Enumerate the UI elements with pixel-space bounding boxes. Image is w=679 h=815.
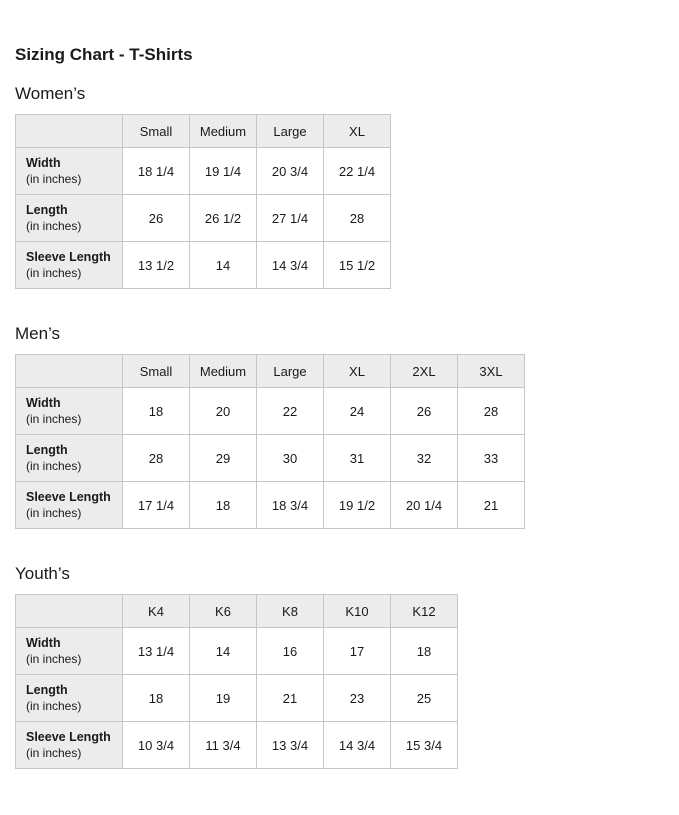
table-cell: 26 xyxy=(123,195,190,242)
table-cell: 27 1/4 xyxy=(257,195,324,242)
row-unit: (in inches) xyxy=(26,506,82,520)
table-cell: 14 xyxy=(190,242,257,289)
table-cell: 20 xyxy=(190,388,257,435)
table-cell: 31 xyxy=(324,435,391,482)
table-cell: 23 xyxy=(324,675,391,722)
table-cell: 20 3/4 xyxy=(257,148,324,195)
womens-heading: Women’s xyxy=(15,84,86,103)
row-header xyxy=(16,435,123,482)
table-row xyxy=(16,675,458,722)
table-row xyxy=(16,388,525,435)
row-header xyxy=(16,722,123,769)
table-row xyxy=(16,242,391,289)
table-cell: 28 xyxy=(324,195,391,242)
row-label: Width xyxy=(26,636,61,650)
table-row xyxy=(16,435,525,482)
row-unit: (in inches) xyxy=(26,652,82,666)
row-header xyxy=(16,628,123,675)
table-cell: 18 1/4 xyxy=(123,148,190,195)
table-cell: 13 1/2 xyxy=(123,242,190,289)
table-cell: 14 xyxy=(190,628,257,675)
size-header: Large xyxy=(257,355,324,388)
table-cell: 22 xyxy=(257,388,324,435)
table-cell: 18 xyxy=(123,388,190,435)
table-cell: 14 3/4 xyxy=(324,722,391,769)
table-cell: 16 xyxy=(257,628,324,675)
youths-heading: Youth’s xyxy=(15,564,70,583)
table-cell: 13 3/4 xyxy=(257,722,324,769)
row-label: Sleeve Length xyxy=(26,490,111,504)
table-row xyxy=(16,482,525,529)
size-header: XL xyxy=(324,355,391,388)
row-label: Length xyxy=(26,203,68,217)
table-cell: 33 xyxy=(458,435,525,482)
size-header: K10 xyxy=(324,595,391,628)
size-header: K8 xyxy=(257,595,324,628)
size-header: K6 xyxy=(190,595,257,628)
table-cell: 24 xyxy=(324,388,391,435)
table-cell: 11 3/4 xyxy=(190,722,257,769)
table-cell: 17 1/4 xyxy=(123,482,190,529)
size-header: Large xyxy=(257,115,324,148)
row-header xyxy=(16,388,123,435)
page-title: Sizing Chart - T-Shirts xyxy=(15,45,193,64)
table-cell: 28 xyxy=(458,388,525,435)
row-label: Width xyxy=(26,156,61,170)
table-cell: 21 xyxy=(257,675,324,722)
row-unit: (in inches) xyxy=(26,266,82,280)
size-header: Small xyxy=(123,115,190,148)
row-header xyxy=(16,148,123,195)
mens-heading: Men’s xyxy=(15,324,61,343)
table-cell: 18 3/4 xyxy=(257,482,324,529)
size-header: Medium xyxy=(190,355,257,388)
table-cell: 22 1/4 xyxy=(324,148,391,195)
table-row xyxy=(16,628,458,675)
table-cell: 14 3/4 xyxy=(257,242,324,289)
size-header: 3XL xyxy=(458,355,525,388)
size-header: Small xyxy=(123,355,190,388)
table-cell: 15 1/2 xyxy=(324,242,391,289)
table-cell: 19 xyxy=(190,675,257,722)
table-cell: 18 xyxy=(391,628,458,675)
mens-size-table xyxy=(15,354,525,529)
table-cell: 15 3/4 xyxy=(391,722,458,769)
row-label: Length xyxy=(26,683,68,697)
corner-cell xyxy=(16,355,123,388)
row-label: Sleeve Length xyxy=(26,250,111,264)
row-label: Length xyxy=(26,443,68,457)
table-header-row xyxy=(16,595,458,628)
table-row xyxy=(16,148,391,195)
table-cell: 26 1/2 xyxy=(190,195,257,242)
row-header xyxy=(16,242,123,289)
table-row xyxy=(16,195,391,242)
table-cell: 30 xyxy=(257,435,324,482)
table-cell: 13 1/4 xyxy=(123,628,190,675)
row-unit: (in inches) xyxy=(26,412,82,426)
table-cell: 19 1/4 xyxy=(190,148,257,195)
row-label: Width xyxy=(26,396,61,410)
table-cell: 19 1/2 xyxy=(324,482,391,529)
table-cell: 32 xyxy=(391,435,458,482)
row-unit: (in inches) xyxy=(26,746,82,760)
row-unit: (in inches) xyxy=(26,459,82,473)
row-unit: (in inches) xyxy=(26,172,82,186)
table-cell: 25 xyxy=(391,675,458,722)
table-header-row xyxy=(16,115,391,148)
womens-size-table xyxy=(15,114,391,289)
table-cell: 18 xyxy=(190,482,257,529)
table-cell: 21 xyxy=(458,482,525,529)
row-unit: (in inches) xyxy=(26,219,82,233)
size-header: 2XL xyxy=(391,355,458,388)
corner-cell xyxy=(16,595,123,628)
size-header: XL xyxy=(324,115,391,148)
table-cell: 26 xyxy=(391,388,458,435)
table-cell: 17 xyxy=(324,628,391,675)
row-label: Sleeve Length xyxy=(26,730,111,744)
table-cell: 10 3/4 xyxy=(123,722,190,769)
table-cell: 18 xyxy=(123,675,190,722)
table-cell: 29 xyxy=(190,435,257,482)
size-header: K4 xyxy=(123,595,190,628)
row-header xyxy=(16,195,123,242)
table-row xyxy=(16,722,458,769)
table-cell: 20 1/4 xyxy=(391,482,458,529)
row-unit: (in inches) xyxy=(26,699,82,713)
table-cell: 28 xyxy=(123,435,190,482)
row-header xyxy=(16,675,123,722)
youths-size-table xyxy=(15,594,458,769)
size-header: Medium xyxy=(190,115,257,148)
corner-cell xyxy=(16,115,123,148)
size-header: K12 xyxy=(391,595,458,628)
table-header-row xyxy=(16,355,525,388)
row-header xyxy=(16,482,123,529)
